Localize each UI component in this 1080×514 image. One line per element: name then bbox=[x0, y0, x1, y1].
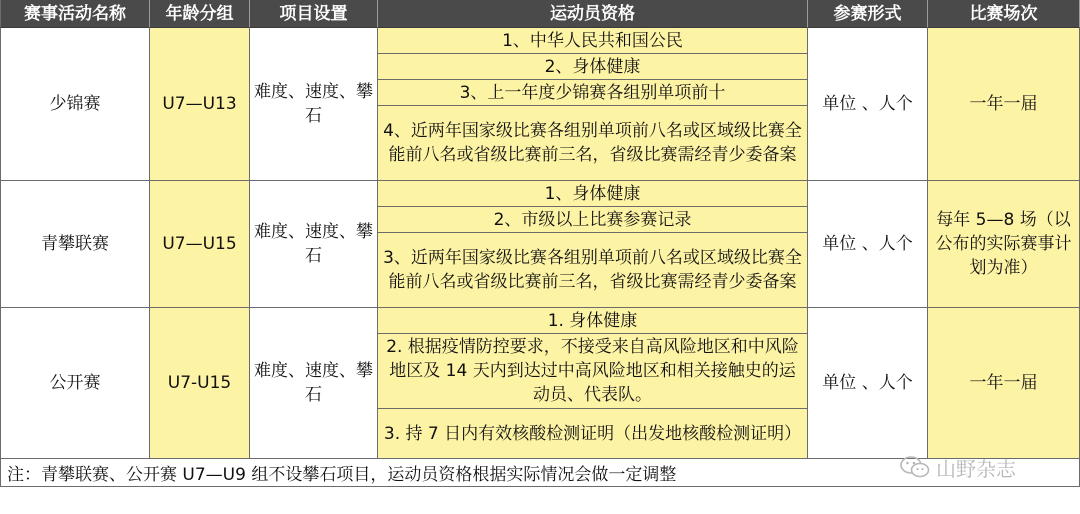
wechat-icon bbox=[900, 455, 930, 479]
watermark bbox=[900, 452, 1016, 482]
row2-name: 青攀联赛 bbox=[0, 181, 150, 308]
row3-events: 难度、速度、攀石 bbox=[250, 308, 378, 459]
row2-events: 难度、速度、攀石 bbox=[250, 181, 378, 308]
row1-frequency: 一年一届 bbox=[928, 28, 1080, 181]
header-form: 参赛形式 bbox=[808, 0, 928, 28]
row1-qual-3: 3、上一年度少锦赛各组别单项前十 bbox=[378, 80, 808, 106]
header-qualification: 运动员资格 bbox=[378, 0, 808, 28]
row2-qual-2: 2、市级以上比赛参赛记录 bbox=[378, 207, 808, 233]
row3-qual-2: 2. 根据疫情防控要求，不接受来自高风险地区和中风险地区及 14 天内到达过中高风险地区和相关接触史的运动员、代表队。 bbox=[378, 334, 808, 409]
row3-qual-3: 3. 持 7 日内有效核酸检测证明（出发地核酸检测证明） bbox=[378, 409, 808, 459]
row1-form: 单位 、人个 bbox=[808, 28, 928, 181]
row2-qual-1: 1、身体健康 bbox=[378, 181, 808, 207]
row1-name: 少锦赛 bbox=[0, 28, 150, 181]
watermark-text: 山野杂志 bbox=[936, 456, 1016, 481]
row2-form: 单位 、人个 bbox=[808, 181, 928, 308]
row3-form: 单位 、人个 bbox=[808, 308, 928, 459]
footnote: 注：青攀联赛、公开赛 U7—U9 组不设攀石项目，运动员资格根据实际情况会做一定调整 bbox=[0, 459, 1080, 487]
row2-age: U7—U15 bbox=[150, 181, 250, 308]
row1-age: U7—U13 bbox=[150, 28, 250, 181]
row2-qual-3: 3、近两年国家级比赛各组别单项前八名或区域级比赛全能前八名或省级比赛前三名，省级比赛需经青少委备案 bbox=[378, 233, 808, 308]
row1-events: 难度、速度、攀石 bbox=[250, 28, 378, 181]
row3-frequency: 一年一届 bbox=[928, 308, 1080, 459]
row1-qual-4: 4、近两年国家级比赛各组别单项前八名或区域级比赛全能前八名或省级比赛前三名，省级比赛需经青少委备案 bbox=[378, 106, 808, 181]
row3-age: U7-U15 bbox=[150, 308, 250, 459]
row2-frequency: 每年 5—8 场（以公布的实际赛事计划为准） bbox=[928, 181, 1080, 308]
header-frequency: 比赛场次 bbox=[928, 0, 1080, 28]
header-age: 年龄分组 bbox=[150, 0, 250, 28]
header-events: 项目设置 bbox=[250, 0, 378, 28]
row1-qual-2: 2、身体健康 bbox=[378, 54, 808, 80]
header-name: 赛事活动名称 bbox=[0, 0, 150, 28]
row3-name: 公开赛 bbox=[0, 308, 150, 459]
row1-qual-1: 1、中华人民共和国公民 bbox=[378, 28, 808, 54]
row3-qual-1: 1. 身体健康 bbox=[378, 308, 808, 334]
